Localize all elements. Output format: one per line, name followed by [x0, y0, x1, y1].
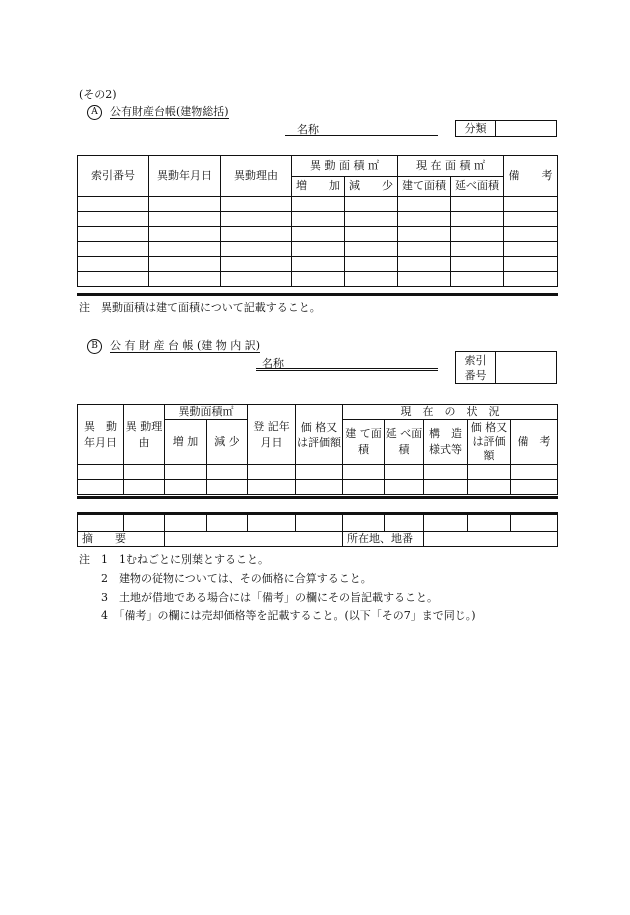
table-row	[78, 242, 558, 257]
location-label: 所在地、地番	[343, 532, 424, 547]
col-decrease: 減 少	[345, 176, 398, 197]
section-b-note-4: 4 「備考」の欄には売却価格等を記載すること。(以下「その7」まで同じ。)	[101, 609, 476, 622]
col-change-reason: 異 動理 由	[124, 405, 165, 465]
section-b-index-label-2: 番号	[464, 368, 487, 382]
col-registration-date: 登 記年月日	[248, 405, 296, 465]
section-b-note-2: 2 建物の従物については、その価格に合算すること。	[101, 572, 372, 585]
section-a-name-label: 名称	[297, 123, 319, 136]
section-b-title: 公 有 財 産 台 帳 (建 物 内 訳)	[110, 339, 261, 352]
table-row	[78, 515, 558, 532]
section-b-marker: B	[87, 339, 102, 354]
section-b-heading	[87, 337, 260, 354]
col-change-date: 異 動年月日	[78, 405, 124, 465]
section-b-note-1: 注 1 1むねごとに別葉とすること。	[79, 553, 269, 566]
section-a-table	[77, 155, 558, 287]
summary-value	[165, 532, 343, 547]
col-change-area: 異動面積㎡	[165, 405, 248, 420]
col-remarks: 備 考	[511, 420, 558, 465]
col-index-no: 索引番号	[78, 156, 149, 197]
col-structure: 構 造様式等	[424, 420, 468, 465]
col-price: 価 格又 は評価額	[296, 405, 343, 465]
section-a-marker: A	[87, 105, 102, 120]
section-b-index-label	[456, 352, 496, 384]
section-a-heading	[87, 103, 229, 120]
table-row	[78, 197, 558, 212]
col-building-area: 建 て面 積	[343, 420, 385, 465]
summary-label: 摘 要	[78, 532, 165, 547]
col-change-area: 異 動 面 積 ㎡	[292, 156, 398, 177]
section-b-name-field	[256, 355, 438, 371]
section-a-category-box	[455, 120, 557, 137]
section-b-index-value	[496, 352, 557, 384]
table-row	[78, 480, 558, 495]
col-current-status: 現 在 の 状 況	[343, 405, 558, 420]
section-a-title: 公有財産台帳(建物総括)	[110, 105, 229, 118]
col-floor-area: 延べ面積	[451, 176, 504, 197]
section-b-index-label-1: 索引	[464, 353, 487, 367]
col-current-area: 現 在 面 積 ㎡	[398, 156, 504, 177]
table-row	[78, 212, 558, 227]
col-increase: 増 加	[292, 176, 345, 197]
section-b-continuation-table	[77, 514, 558, 547]
table-row	[78, 257, 558, 272]
section-b-break-rule-top	[77, 496, 558, 499]
section-a-bottom-rule	[77, 293, 558, 296]
col-change-reason: 異動理由	[221, 156, 292, 197]
col-building-area: 建て面積	[398, 176, 451, 197]
section-b-note-3: 3 土地が借地である場合には「備考」の欄にその旨記載すること。	[101, 591, 438, 604]
section-b-index-box	[455, 351, 557, 384]
table-row	[78, 227, 558, 242]
table-row	[78, 272, 558, 287]
col-change-date: 異動年月日	[149, 156, 221, 197]
col-decrease: 減 少	[207, 420, 248, 465]
section-a-category-label: 分類	[456, 121, 496, 137]
col-increase: 増 加	[165, 420, 207, 465]
section-b-name-label: 名称	[262, 357, 284, 370]
section-a-name-field	[285, 121, 438, 136]
col-remarks: 備 考	[504, 156, 558, 197]
col-floor-area: 延 べ面 積	[385, 420, 424, 465]
page-label: (その2)	[79, 88, 117, 101]
section-b-table	[77, 404, 558, 495]
table-row	[78, 465, 558, 480]
col-current-price: 価 格又 は評価額	[468, 420, 511, 465]
location-value	[424, 532, 558, 547]
section-a-note: 注 異動面積は建て面積について記載すること。	[79, 301, 321, 314]
section-a-category-value	[496, 121, 557, 137]
